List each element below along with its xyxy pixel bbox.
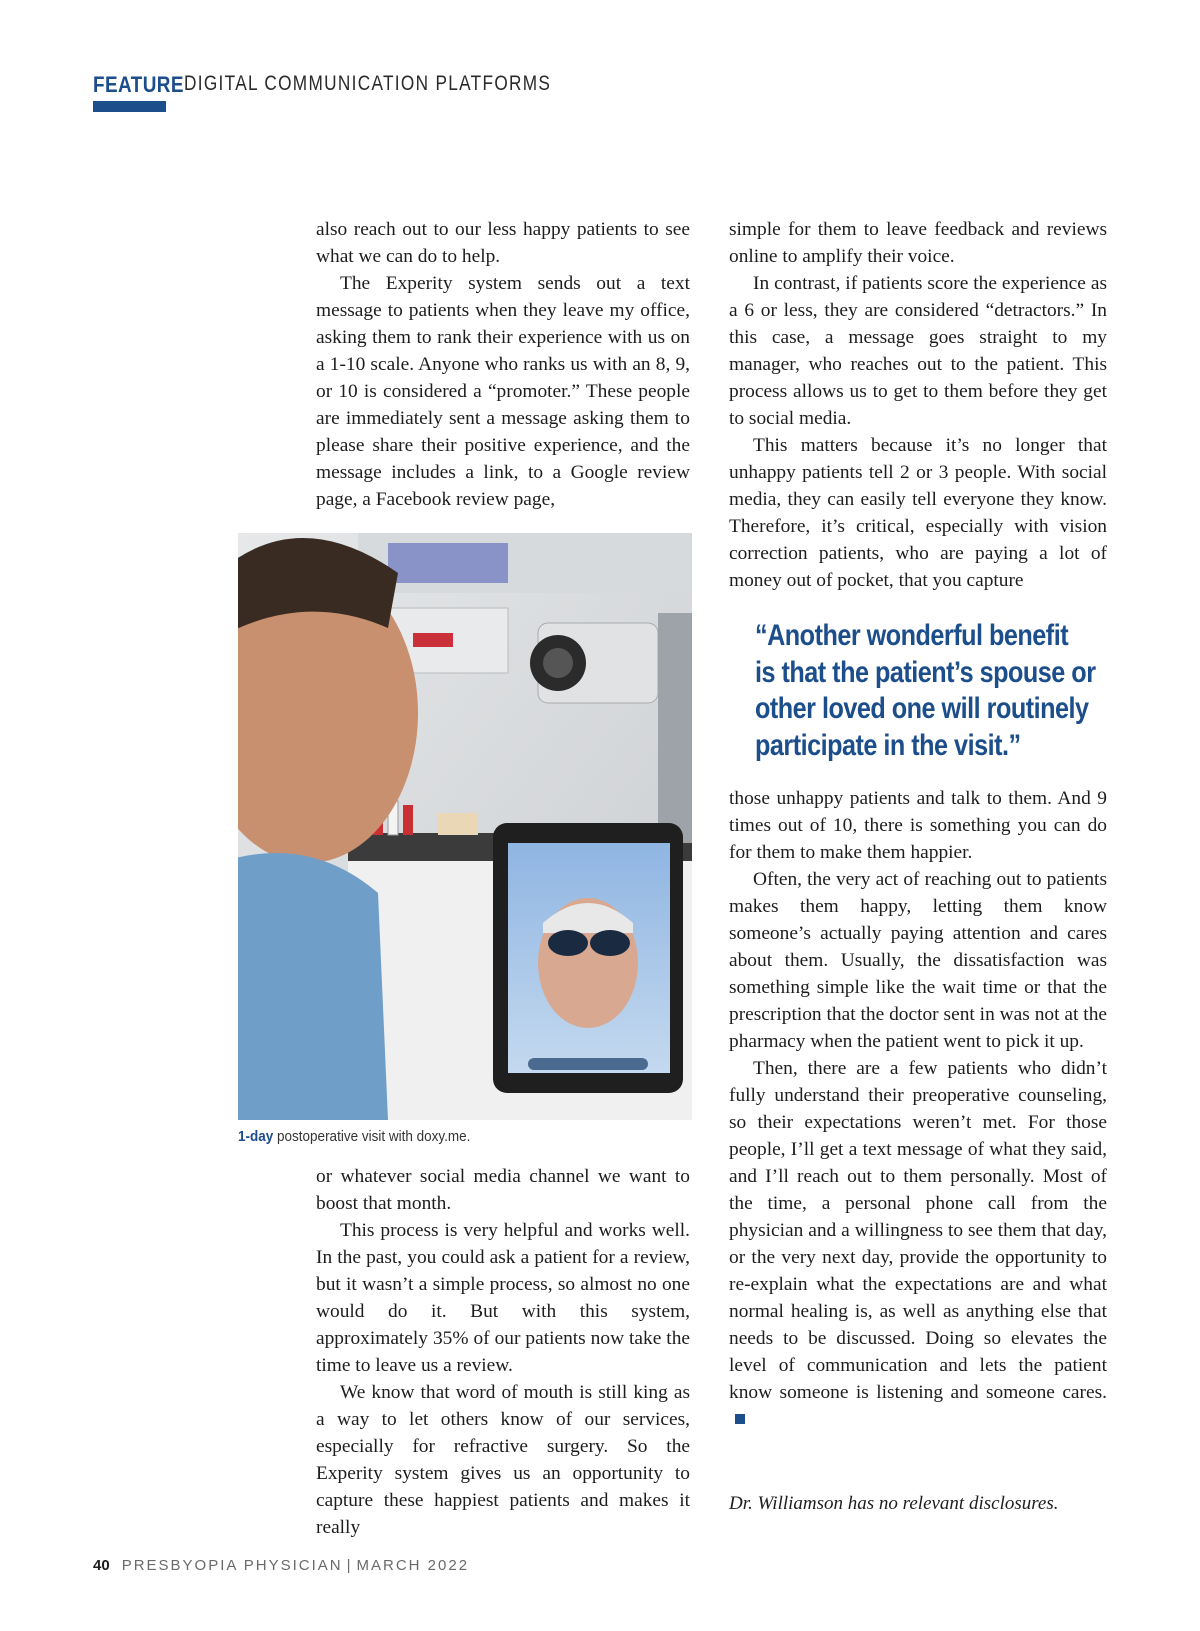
column-1-bottom xyxy=(316,1163,690,1541)
paragraph-text: Then, there are a few patients who didn’t fully understand their preoperative counseling, so their expectations weren’t met. For those people, I’ll get a text message of what they said, and I’ll reach out to them personally. Most of the time, a personal phone call from the physician and a willingness to see them that day, or the very next day, provide the opportunity to re-explain what the expectations are and what normal healing is, as well as anything else that needs to be discussed. Doing so elevates the level of communication and lets the patient know someone is listening and someone cares. xyxy=(729,1058,1107,1403)
footer-separator: | xyxy=(346,1557,353,1574)
feature-label: FEATURE xyxy=(93,72,184,97)
paragraph: We know that word of mouth is still king as a way to let others know of our services, especially for refractive surgery. So the Experity system gives us an opportunity to capture these happiest patients and makes it really xyxy=(316,1382,690,1538)
paragraph: The Experity system sends out a text message to patients when they leave my office, asking them to rank their experience with us on a 1-10 scale. Anyone who ranks us with an 8, 9, or 10 is considered a “promoter.” These people are immediately sent a message asking them to please share their positive experience, and the message includes a link, to a Google review page, a Facebook review page, xyxy=(316,273,690,510)
feature-underline-bar xyxy=(93,101,166,112)
column-2-top xyxy=(729,216,1107,594)
paragraph: those unhappy patients and talk to them. And 9 times out of 10, there is something you can do for them to make them happier. xyxy=(729,788,1107,863)
paragraph-final xyxy=(729,1055,1107,1433)
caption-bold: 1-day xyxy=(238,1128,274,1145)
pull-quote xyxy=(755,618,1115,764)
article-photo xyxy=(238,533,692,1120)
paragraph: This matters because it’s no longer that unhappy patients tell 2 or 3 people. With social media, they can easily tell everyone they know. Therefore, it’s critical, especially with vision correction patients, who are paying a lot of money out of pocket, that you capture xyxy=(729,435,1107,591)
section-label: DIGITAL COMMUNICATION PLATFORMS xyxy=(184,72,552,95)
issue-date: MARCH 2022 xyxy=(356,1557,470,1574)
paragraph: also reach out to our less happy patients to see what we can do to help. xyxy=(316,219,690,267)
pull-quote-line: “Another wonderful benefit xyxy=(755,619,1069,652)
paragraph: This process is very helpful and works well. In the past, you could ask a patient for a review, but it wasn’t a simple process, so almost no one would do it. But with this system, approximately 35% of our patients now take the time to leave us a review. xyxy=(316,1220,690,1376)
page-number: 40 xyxy=(93,1557,110,1574)
caption-text: postoperative visit with doxy.me. xyxy=(277,1128,471,1145)
paragraph: simple for them to leave feedback and reviews online to amplify their voice. xyxy=(729,219,1107,267)
publication-name: PRESBYOPIA PHYSICIAN xyxy=(121,1557,343,1574)
pull-quote-line: is that the patient’s spouse or xyxy=(755,655,1096,689)
photo-illustration xyxy=(238,533,692,1120)
column-2-bottom xyxy=(729,785,1107,1433)
page-footer xyxy=(93,1557,469,1574)
photo-caption xyxy=(238,1128,470,1145)
paragraph: or whatever social media channel we want to boost that month. xyxy=(316,1166,690,1214)
column-1-top xyxy=(316,216,690,513)
paragraph: In contrast, if patients score the experience as a 6 or less, they are considered “detractors.” In this case, a message goes straight to my manager, who reaches out to the patient. This process allows us to get to them before they get to social media. xyxy=(729,273,1107,429)
pull-quote-line: other loved one will routinely xyxy=(755,692,1089,725)
paragraph: Often, the very act of reaching out to patients makes them happy, letting them know someone’s actually paying attention and cares about them. Usually, the dissatisfaction was something simple like the wait time or that the prescription that the doctor sent in was not at the pharmacy when the patient went to pick it up. xyxy=(729,869,1107,1052)
pull-quote-line: participate in the visit.” xyxy=(755,728,1021,762)
end-mark-icon xyxy=(735,1414,745,1424)
disclosure: Dr. Williamson has no relevant disclosures. xyxy=(729,1493,1059,1514)
